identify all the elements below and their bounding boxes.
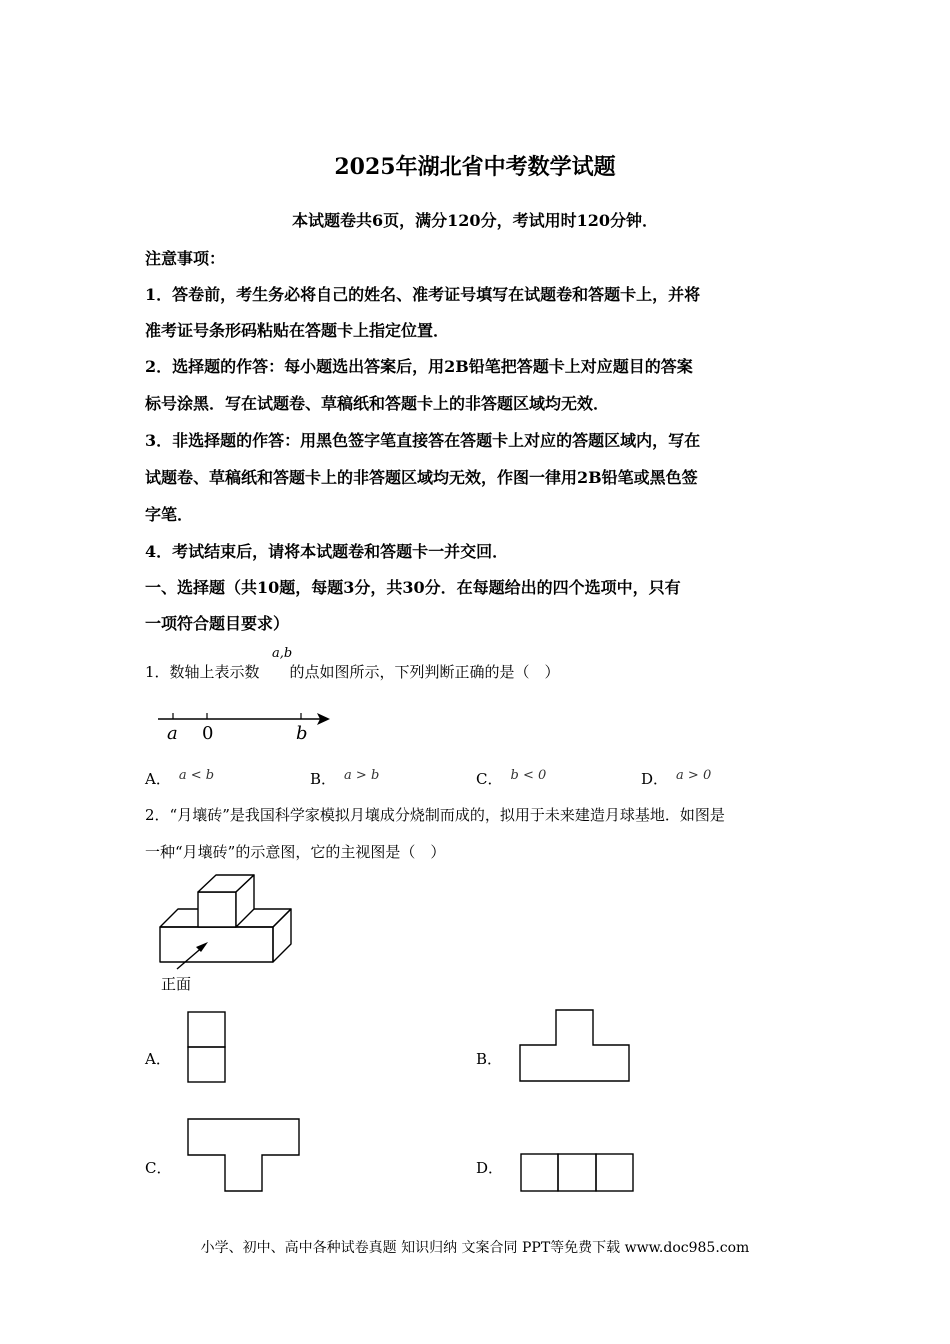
option-label: A． [145,770,171,788]
q2-stem-line1: 2．“月壤砖”是我国科学家模拟月壤成分烧制而成的，拟用于未来建造月球基地．如图是 [145,806,725,824]
numberline-label-a: a [167,723,178,744]
section-heading: 一、选择题（共10题，每题3分，共30分．在每题给出的四个选项中，只有 [145,578,681,597]
option-label: B． [310,770,337,788]
q2-option-d-figure[interactable] [519,1152,637,1194]
note-line: 2．选择题的作答：每小题选出答案后，用2B铅笔把答题卡上对应题目的答案 [145,357,693,376]
option-math: a < b [178,768,215,783]
note-line: 试题卷、草稿纸和答题卡上的非答题区域均无效，作图一律用2B铅笔或黑色签 [145,468,698,487]
option-math: a > 0 [676,768,712,783]
option-math: b < 0 [510,768,547,783]
note-line: 1．答卷前，考生务必将自己的姓名、准考证号填写在试题卷和答题卡上，并将 [145,285,701,304]
q1-stem-after: 的点如图所示，下列判断正确的是（ ） [289,663,560,681]
q2-option-c-label[interactable]: C． [145,1159,172,1177]
q1-option-c[interactable] [476,768,546,789]
numberline-label-b: b [296,723,308,744]
q2-option-b-figure[interactable] [518,1008,633,1084]
q1-variables: a,b [272,646,293,661]
page-footer: 小学、初中、高中各种试卷真题 知识归纳 文案合同 PPT等免费下载 www.doc985.com [200,1240,750,1256]
q2-option-a-figure[interactable] [186,1010,228,1084]
note-line: 准考证号条形码粘贴在答题卡上指定位置． [145,321,450,340]
q1-stem [145,661,560,682]
q1-option-a[interactable] [145,768,214,789]
front-view-label: 正面 [161,975,192,993]
section-heading: 一项符合题目要求） [145,614,290,633]
note-line: 标号涂黑．写在试题卷、草稿纸和答题卡上的非答题区域均无效． [145,394,610,413]
note-line: 4．考试结束后，请将本试题卷和答题卡一并交回． [145,542,509,561]
option-label: C． [476,770,503,788]
note-line: 字笔． [145,505,194,524]
q1-option-b[interactable] [310,768,379,789]
q1-option-d[interactable] [641,768,711,789]
q2-option-c-figure[interactable] [186,1117,304,1195]
option-label: D． [641,770,669,788]
page-title: 2025年湖北省中考数学试题 [334,154,616,180]
notes-heading: 注意事项： [145,249,226,268]
q1-stem-before: 1．数轴上表示数 [145,663,260,681]
option-math: a > b [344,768,380,783]
q2-option-d-label[interactable]: D． [476,1159,504,1177]
numberline-label-zero: 0 [202,723,214,744]
q2-option-b-label[interactable]: B． [476,1050,503,1068]
q2-stem-line2: 一种“月壤砖”的示意图，它的主视图是（ ） [145,843,446,861]
moon-brick-figure [155,872,300,972]
q2-option-a-label[interactable]: A． [145,1050,171,1068]
number-line-figure [155,708,335,748]
exam-info: 本试题卷共6页，满分120分，考试用时120分钟． [292,211,658,230]
note-line: 3．非选择题的作答：用黑色签字笔直接答在答题卡上对应的答题区域内，写在 [145,431,701,450]
